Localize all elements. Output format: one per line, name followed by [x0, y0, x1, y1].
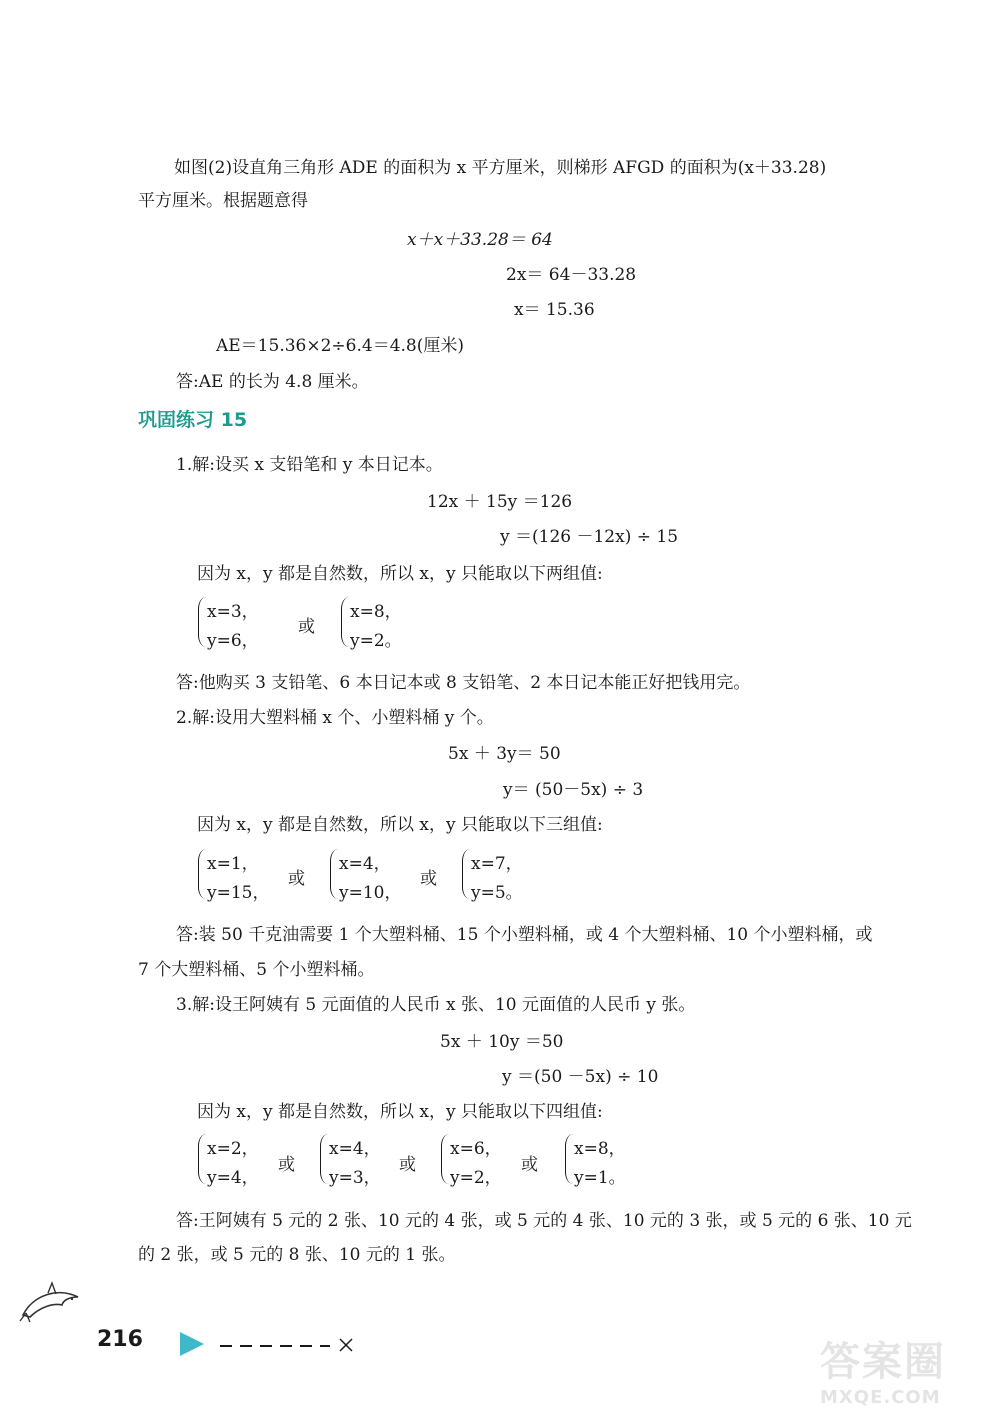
p1-setup: 1.解:设买 x 支铅笔和 y 本日记本。	[176, 455, 443, 475]
p3-answer-line-2: 的 2 张，或 5 元的 8 张、10 元的 1 张。	[138, 1245, 456, 1265]
system-x: x=4，	[339, 854, 391, 874]
intro-ae-calc: AE＝15.36×2÷6.4＝4.8(厘米)	[216, 336, 464, 356]
system-x: x=8，	[574, 1139, 626, 1159]
p3-reason: 因为 x，y 都是自然数，所以 x，y 只能取以下四组值:	[197, 1102, 603, 1122]
system-y: y=6，	[207, 631, 259, 651]
system-x: x=4，	[329, 1139, 381, 1159]
p2-equation-1: 5x ＋ 3y＝ 50	[448, 744, 561, 764]
system-y: y=2。	[350, 631, 402, 651]
system-y: y=15，	[207, 883, 270, 903]
p1-equation-1: 12x ＋ 15y ＝126	[427, 492, 573, 512]
section-title: 巩固练习 15	[138, 409, 248, 431]
p3-equation-1: 5x ＋ 10y ＝50	[440, 1032, 564, 1052]
p2-answer-line-1: 答:装 50 千克油需要 1 个大塑料桶、15 个小塑料桶，或 4 个大塑料桶、10 个小塑料桶，或	[176, 925, 873, 945]
system-x: x=8，	[350, 602, 402, 622]
intro-answer: 答:AE 的长为 4.8 厘米。	[176, 372, 369, 392]
p3-setup: 3.解:设王阿姨有 5 元面值的人民币 x 张、10 元面值的人民币 y 张。	[176, 995, 696, 1015]
watermark	[820, 1330, 990, 1410]
p1-reason: 因为 x，y 都是自然数，所以 x，y 只能取以下两组值:	[197, 564, 603, 584]
system-y: y=2，	[450, 1168, 502, 1188]
watermark-title: 答案圈	[820, 1339, 946, 1385]
brace-icon	[341, 597, 350, 647]
system-x: x=7，	[471, 854, 523, 874]
system-y: y=5。	[471, 883, 523, 903]
system-y: y=10，	[339, 883, 402, 903]
system-y: y=1。	[574, 1168, 626, 1188]
p3-equation-2: y ＝(50 －5x) ÷ 10	[502, 1067, 659, 1087]
page-number: 216	[97, 1327, 143, 1352]
brace-icon	[462, 849, 471, 899]
intro-equation-3: x＝ 15.36	[514, 300, 595, 320]
dolphin-icon	[18, 1275, 88, 1325]
p2-answer-line-2: 7 个大塑料桶、5 个小塑料桶。	[138, 960, 375, 980]
brace-icon	[198, 1134, 207, 1184]
or-label: 或	[288, 869, 305, 889]
p2-equation-2: y＝ (50－5x) ÷ 3	[503, 780, 644, 800]
intro-equation-1: x＋x＋33.28＝ 64	[407, 230, 553, 250]
system-y: y=3，	[329, 1168, 381, 1188]
arrow-decoration-icon	[180, 1330, 370, 1358]
system-y: y=4，	[207, 1168, 259, 1188]
or-label: 或	[278, 1155, 295, 1175]
system-x: x=6，	[450, 1139, 502, 1159]
p1-answer: 答:他购买 3 支铅笔、6 本日记本或 8 支铅笔、2 本日记本能正好把钱用完。	[176, 673, 751, 693]
brace-icon	[330, 849, 339, 899]
p2-setup: 2.解:设用大塑料桶 x 个、小塑料桶 y 个。	[176, 708, 494, 728]
brace-icon	[320, 1134, 329, 1184]
intro-line-1: 如图(2)设直角三角形 ADE 的面积为 x 平方厘米，则梯形 AFGD 的面积为(x＋33.28)	[174, 158, 827, 178]
brace-icon	[198, 849, 207, 899]
or-label: 或	[298, 617, 315, 637]
brace-icon	[198, 597, 207, 647]
brace-icon	[441, 1134, 450, 1184]
system-x: x=1，	[207, 854, 259, 874]
or-label: 或	[420, 869, 437, 889]
p1-equation-2: y ＝(126 －12x) ÷ 15	[500, 527, 679, 547]
or-label: 或	[399, 1155, 416, 1175]
p2-reason: 因为 x，y 都是自然数，所以 x，y 只能取以下三组值:	[197, 815, 603, 835]
intro-line-2: 平方厘米。根据题意得	[138, 191, 308, 211]
intro-equation-2: 2x＝ 64－33.28	[506, 265, 637, 285]
p3-answer-line-1: 答:王阿姨有 5 元的 2 张、10 元的 4 张，或 5 元的 4 张、10 元的 3 张，或 5 元的 6 张、10 元	[176, 1211, 912, 1231]
system-x: x=2，	[207, 1139, 259, 1159]
watermark-url: MXQE.COM	[820, 1387, 941, 1408]
system-x: x=3，	[207, 602, 259, 622]
or-label: 或	[521, 1155, 538, 1175]
brace-icon	[565, 1134, 574, 1184]
